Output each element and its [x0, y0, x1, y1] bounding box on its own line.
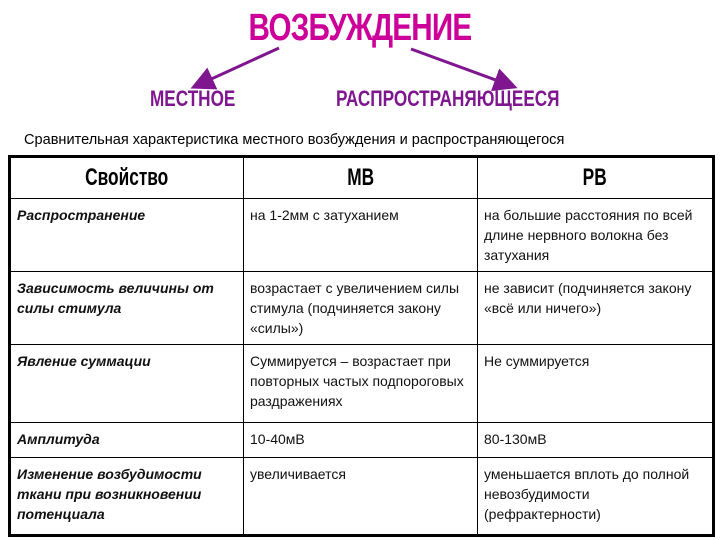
property-cell: Амплитуда	[10, 423, 244, 458]
table-header-row	[10, 157, 714, 199]
main-title: ВОЗБУЖДЕНИЕ	[248, 7, 472, 49]
property-cell: Распространение	[10, 199, 244, 272]
branch-spreading-label: РАСПРОСТРАНЯЮЩЕЕСЯ	[336, 86, 560, 111]
table-row	[10, 423, 714, 458]
rv-cell: уменьшается вплоть до полной невозбудимости (рефрактерности)	[478, 458, 714, 536]
rv-cell: не зависит (подчиняется закону «всё или ничего»)	[478, 272, 714, 345]
mv-cell: Суммируется – возрастает при повторных частых подпороговых раздражениях	[244, 345, 478, 423]
table-row	[10, 272, 714, 345]
table-row	[10, 458, 714, 536]
mv-cell: возрастает с увеличением силы стимула (подчиняется закону «силы»)	[244, 272, 478, 345]
table-row	[10, 345, 714, 423]
arrow-left-icon	[196, 48, 279, 86]
column-header-mv: МВ	[244, 157, 478, 199]
property-cell: Зависимость величины от силы стимула	[10, 272, 244, 345]
mv-cell: на 1-2мм с затуханием	[244, 199, 478, 272]
mv-cell: 10-40мВ	[244, 423, 478, 458]
arrow-right-icon	[411, 49, 512, 86]
rv-cell: на большие расстояния по всей длине нервного волокна без затухания	[478, 199, 714, 272]
table-row	[10, 199, 714, 272]
comparison-table	[8, 155, 715, 537]
mv-cell: увеличивается	[244, 458, 478, 536]
rv-cell: Не суммируется	[478, 345, 714, 423]
branch-local-label: МЕСТНОЕ	[150, 86, 236, 111]
column-header-property: Свойство	[10, 157, 244, 199]
property-cell: Явление суммации	[10, 345, 244, 423]
column-header-rv: РВ	[478, 157, 714, 199]
property-cell: Изменение возбудимости ткани при возникновении потенциала	[10, 458, 244, 536]
table-caption: Сравнительная характеристика местного возбуждения и распространяющегося	[24, 131, 565, 148]
rv-cell: 80-130мВ	[478, 423, 714, 458]
